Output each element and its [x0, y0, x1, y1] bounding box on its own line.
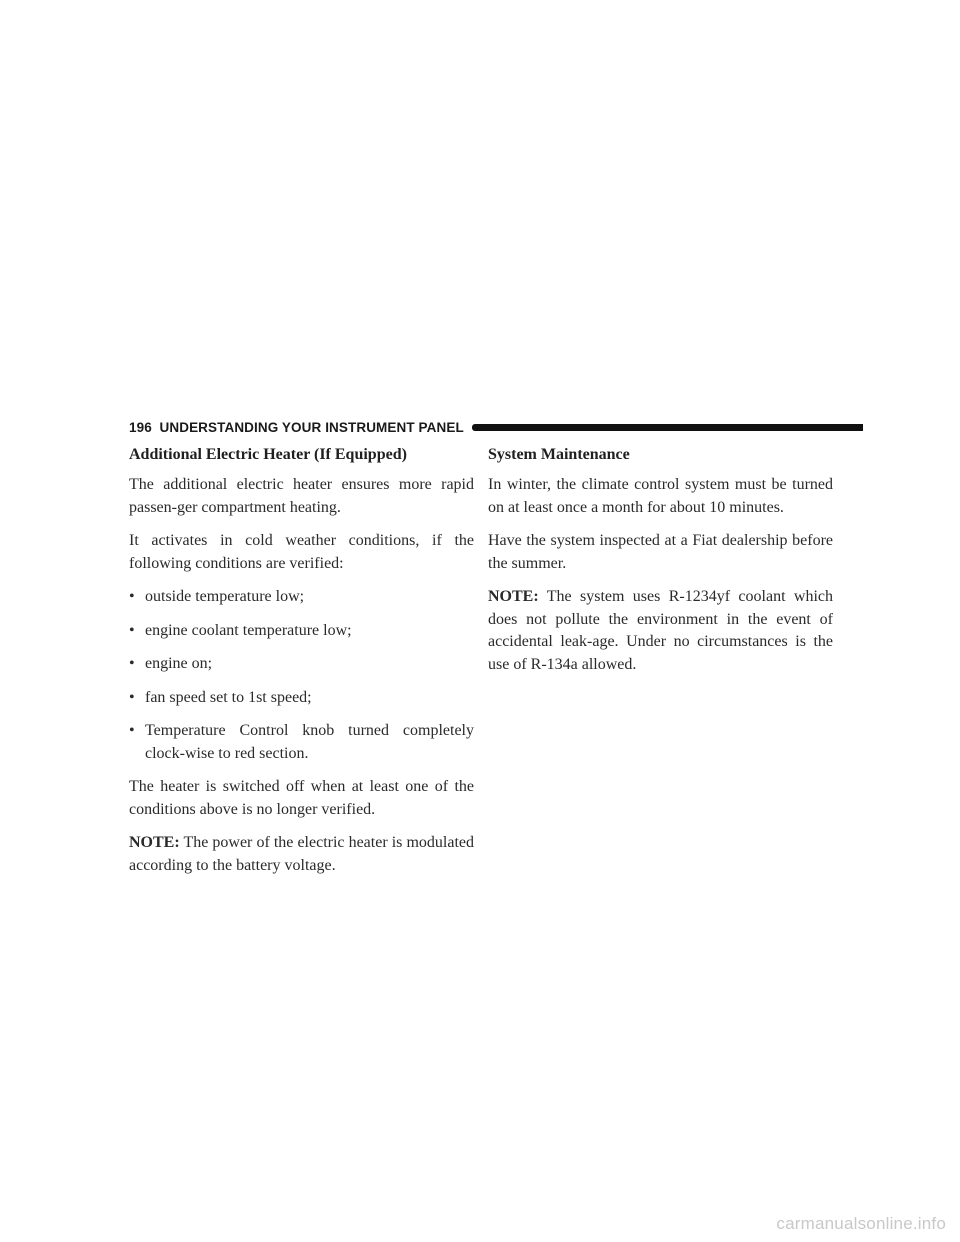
- conditions-list: [129, 586, 474, 765]
- paragraph-winter: In winter, the climate control system must be turned on at least once a month for about 10 minutes.: [488, 476, 833, 516]
- page-header: [129, 416, 863, 438]
- section-heading-electric-heater: Additional Electric Heater (If Equipped): [129, 446, 407, 463]
- note-paragraph: [488, 586, 833, 676]
- paragraph-switch-off: The heater is switched off when at least one of the conditions above is no longer verified.: [129, 778, 474, 818]
- paragraph-intro: The additional electric heater ensures more rapid passen-ger compartment heating.: [129, 476, 474, 516]
- note-text: The system uses R-1234yf coolant which does not pollute the environment in the event of accidental leak-age. Under no circumstances is the use of R-134a allowed.: [488, 588, 833, 673]
- list-item: [129, 687, 474, 710]
- paragraph-conditions-intro: It activates in cold weather conditions, if the following conditions are verified:: [129, 532, 474, 572]
- note-label: NOTE:: [129, 834, 180, 851]
- list-item: [129, 720, 474, 765]
- bullet-glyph: •: [129, 722, 135, 739]
- list-item: [129, 586, 474, 609]
- bullet-glyph: •: [129, 621, 135, 639]
- list-item: [129, 653, 474, 676]
- list-item-text: engine coolant temperature low;: [145, 621, 352, 639]
- section-heading-system-maintenance: System Maintenance: [488, 446, 630, 463]
- bullet-glyph: •: [129, 655, 135, 672]
- note-text: The power of the electric heater is modulated according to the battery voltage.: [129, 834, 474, 874]
- note-paragraph: [129, 832, 474, 877]
- note-label: NOTE:: [488, 588, 539, 605]
- list-item-text: outside temperature low;: [145, 588, 305, 605]
- list-item: [129, 620, 474, 643]
- list-item-text: engine on;: [145, 655, 213, 672]
- list-item-text: fan speed set to 1st speed;: [145, 688, 312, 706]
- bullet-glyph: •: [129, 588, 135, 605]
- header-rule: [472, 424, 863, 431]
- list-item-text: Temperature Control knob turned completely clock-wise to red section.: [145, 722, 474, 762]
- right-column: [488, 444, 833, 687]
- left-column: [129, 444, 474, 888]
- bullet-glyph: •: [129, 688, 135, 706]
- page-number: 196: [129, 419, 152, 435]
- paragraph-inspection: Have the system inspected at a Fiat dealership before the summer.: [488, 532, 833, 572]
- section-title: UNDERSTANDING YOUR INSTRUMENT PANEL: [159, 419, 464, 435]
- header-text: [129, 420, 464, 435]
- watermark-text: carmanualsonline.info: [776, 1214, 946, 1233]
